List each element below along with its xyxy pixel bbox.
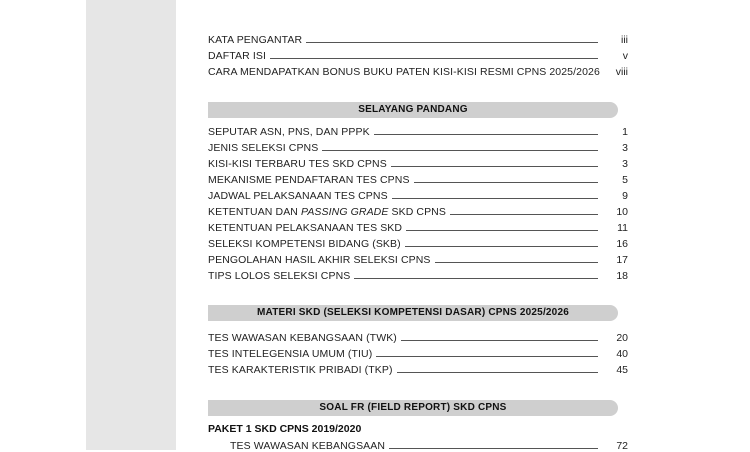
toc-entry[interactable]	[208, 138, 628, 154]
entry-title: KATA PENGANTAR	[208, 34, 303, 46]
toc-entry-kata-pengantar[interactable]	[208, 30, 628, 46]
section-header-selayang-pandang: SELAYANG PANDANG	[208, 102, 618, 118]
toc-entry[interactable]	[208, 218, 628, 234]
entry-title: TES WAWASAN KEBANGSAAN (TWK)	[208, 332, 397, 344]
entry-page: 16	[616, 238, 628, 250]
entry-page: 5	[622, 174, 628, 186]
entry-title-italic: PASSING GRADE	[301, 206, 389, 218]
paket-title: PAKET 1 SKD CPNS 2019/2020	[208, 423, 362, 435]
dot-leader	[391, 166, 598, 167]
entry-title: TIPS LOLOS SELEKSI CPNS	[208, 270, 351, 282]
entry-page: 20	[616, 332, 628, 344]
dot-leader	[376, 356, 598, 357]
dot-leader	[374, 134, 598, 135]
entry-page: 3	[622, 142, 628, 154]
toc-page	[176, 0, 750, 450]
toc-entry[interactable]	[208, 234, 628, 250]
entry-page: 10	[616, 206, 628, 218]
dot-leader	[414, 182, 598, 183]
entry-page: viii	[615, 66, 628, 78]
dot-leader	[405, 246, 598, 247]
dot-leader	[397, 372, 598, 373]
toc-entry[interactable]	[208, 154, 628, 170]
entry-page: 45	[616, 364, 628, 376]
entry-title: CARA MENDAPATKAN BONUS BUKU PATEN KISI-KISI RESMI CPNS 2025/2026	[208, 66, 600, 78]
toc-entry[interactable]	[208, 250, 628, 266]
entry-title: DAFTAR ISI	[208, 50, 266, 62]
section-header-soal-fr: SOAL FR (FIELD REPORT) SKD CPNS	[208, 400, 618, 416]
entry-title: JENIS SELEKSI CPNS	[208, 142, 319, 154]
entry-title-pre: KETENTUAN DAN	[208, 206, 301, 218]
entry-title: JADWAL PELAKSANAAN TES CPNS	[208, 190, 388, 202]
entry-title: PENGOLAHAN HASIL AKHIR SELEKSI CPNS	[208, 254, 431, 266]
entry-title	[208, 206, 446, 218]
entry-page: 18	[616, 270, 628, 282]
toc-entry[interactable]	[208, 266, 628, 282]
toc-entry[interactable]	[208, 186, 628, 202]
toc-entry[interactable]	[208, 328, 628, 344]
page-gutter-shadow	[86, 0, 176, 450]
toc-entry[interactable]	[208, 170, 628, 186]
entry-title: TES KARAKTERISTIK PRIBADI (TKP)	[208, 364, 393, 376]
dot-leader	[354, 278, 598, 279]
dot-leader	[270, 58, 598, 59]
entry-page: 11	[617, 222, 628, 234]
dot-leader	[406, 230, 598, 231]
entry-title-post: SKD CPNS	[388, 206, 446, 218]
section-header-materi-skd: MATERI SKD (SELEKSI KOMPETENSI DASAR) CPNS 2025/2026	[208, 305, 618, 321]
entry-title: KISI-KISI TERBARU TES SKD CPNS	[208, 158, 387, 170]
dot-leader	[435, 262, 598, 263]
entry-title: KETENTUAN PELAKSANAAN TES SKD	[208, 222, 403, 234]
toc-entry[interactable]	[208, 344, 628, 360]
entry-page: 1	[622, 126, 628, 138]
entry-page: 40	[616, 348, 628, 360]
dot-leader	[450, 214, 598, 215]
entry-title: SEPUTAR ASN, PNS, DAN PPPK	[208, 126, 370, 138]
toc-entry[interactable]	[208, 360, 628, 376]
toc-entry[interactable]	[208, 122, 628, 138]
dot-leader	[401, 340, 598, 341]
toc-entry-bonus-buku[interactable]	[208, 62, 628, 78]
entry-title: MEKANISME PENDAFTARAN TES CPNS	[208, 174, 410, 186]
entry-page: 17	[616, 254, 628, 266]
entry-page: 3	[622, 158, 628, 170]
dot-leader	[392, 198, 598, 199]
dot-leader	[306, 42, 598, 43]
left-margin	[0, 0, 86, 450]
toc-entry-daftar-isi[interactable]	[208, 46, 628, 62]
entry-page: 72	[616, 440, 628, 452]
entry-page: iii	[621, 34, 628, 46]
dot-leader	[322, 150, 598, 151]
entry-page: 9	[622, 190, 628, 202]
entry-title: TES WAWASAN KEBANGSAAN	[230, 440, 386, 452]
entry-page: v	[622, 50, 628, 62]
dot-leader	[389, 448, 598, 449]
entry-title: TES INTELEGENSIA UMUM (TIU)	[208, 348, 373, 360]
toc-entry[interactable]	[208, 202, 628, 218]
entry-title: SELEKSI KOMPETENSI BIDANG (SKB)	[208, 238, 401, 250]
